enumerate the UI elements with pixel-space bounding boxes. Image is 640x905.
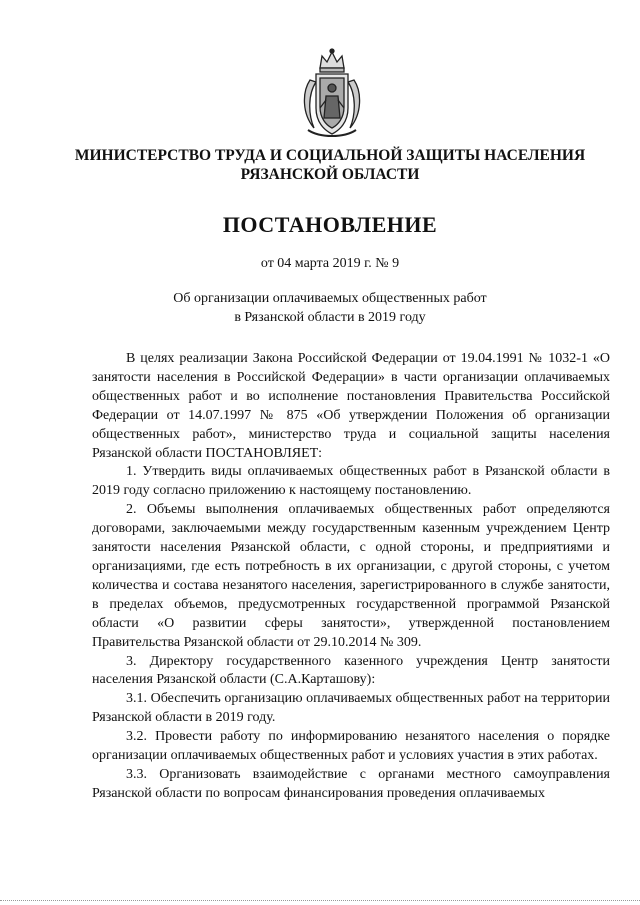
ministry-name-line1: МИНИСТЕРСТВО ТРУДА И СОЦИАЛЬНОЙ ЗАЩИТЫ НАСЕЛЕНИЯ	[74, 147, 586, 164]
document-subject-line2: в Рязанской области в 2019 году	[234, 310, 426, 325]
ministry-name	[60, 146, 600, 184]
page-bottom-edge	[0, 900, 640, 901]
document-date-number: от 04 марта 2019 г. № 9	[260, 256, 400, 271]
item-1-paragraph: 1. Утвердить виды оплачиваемых общественных работ в Рязанской области в 2019 году согласно приложению к настоящему постановлению.	[92, 464, 610, 499]
document-subject	[60, 289, 600, 327]
preamble-paragraph: В целях реализации Закона Российской Федерации от 19.04.1991 № 1032-1 «О занятости населения в Российской Федерации» в части организации оплачиваемых общественных работ и во исполнение постановления Правительства Российской Федерации от 14.07.1997 № 875 «Об утверждении Положения об организации общественных работ», министерство труда и социальной защиты населения Рязанской области ПОСТАНОВЛЯЕТ:	[92, 351, 610, 461]
document-type-title: ПОСТАНОВЛЕНИЕ	[222, 212, 438, 237]
ministry-name-line2: РЯЗАНСКОЙ ОБЛАСТИ	[240, 166, 420, 183]
coat-of-arms-emblem	[296, 48, 368, 140]
item-2-paragraph: 2. Объемы выполнения оплачиваемых общественных работ определяются договорами, заключаемыми между государственным казенным учреждением Центр занятости населения Рязанской области, с одной стороны, и предприятиями и организациями, где есть потребность в их организации, с другой стороны, с учетом количества и состава незанятого населения, зарегистрированного в службе занятости, в пределах объемов, предусмотренных государственной программой Рязанской области «О развитии сферы занятости», утвержденной постановлением Правительства Рязанской области от 29.10.2014 № 309.	[92, 502, 610, 650]
item-3-paragraph: 3. Директору государственного казенного учреждения Центр занятости населения Рязанской области (С.А.Карташову):	[92, 653, 610, 688]
document-subject-line1: Об организации оплачиваемых общественных работ	[173, 291, 487, 306]
document-body	[92, 350, 610, 804]
item-3-3-paragraph: 3.3. Организовать взаимодействие с органами местного самоуправления Рязанской области по вопросам финансирования проведения оплачиваемых	[92, 766, 610, 801]
item-3-2-paragraph: 3.2. Провести работу по информированию незанятого населения о порядке организации оплачиваемых общественных работ и условиях участия в этих работах.	[92, 729, 610, 764]
item-3-1-paragraph: 3.1. Обеспечить организацию оплачиваемых общественных работ на территории Рязанской области в 2019 году.	[92, 691, 610, 726]
